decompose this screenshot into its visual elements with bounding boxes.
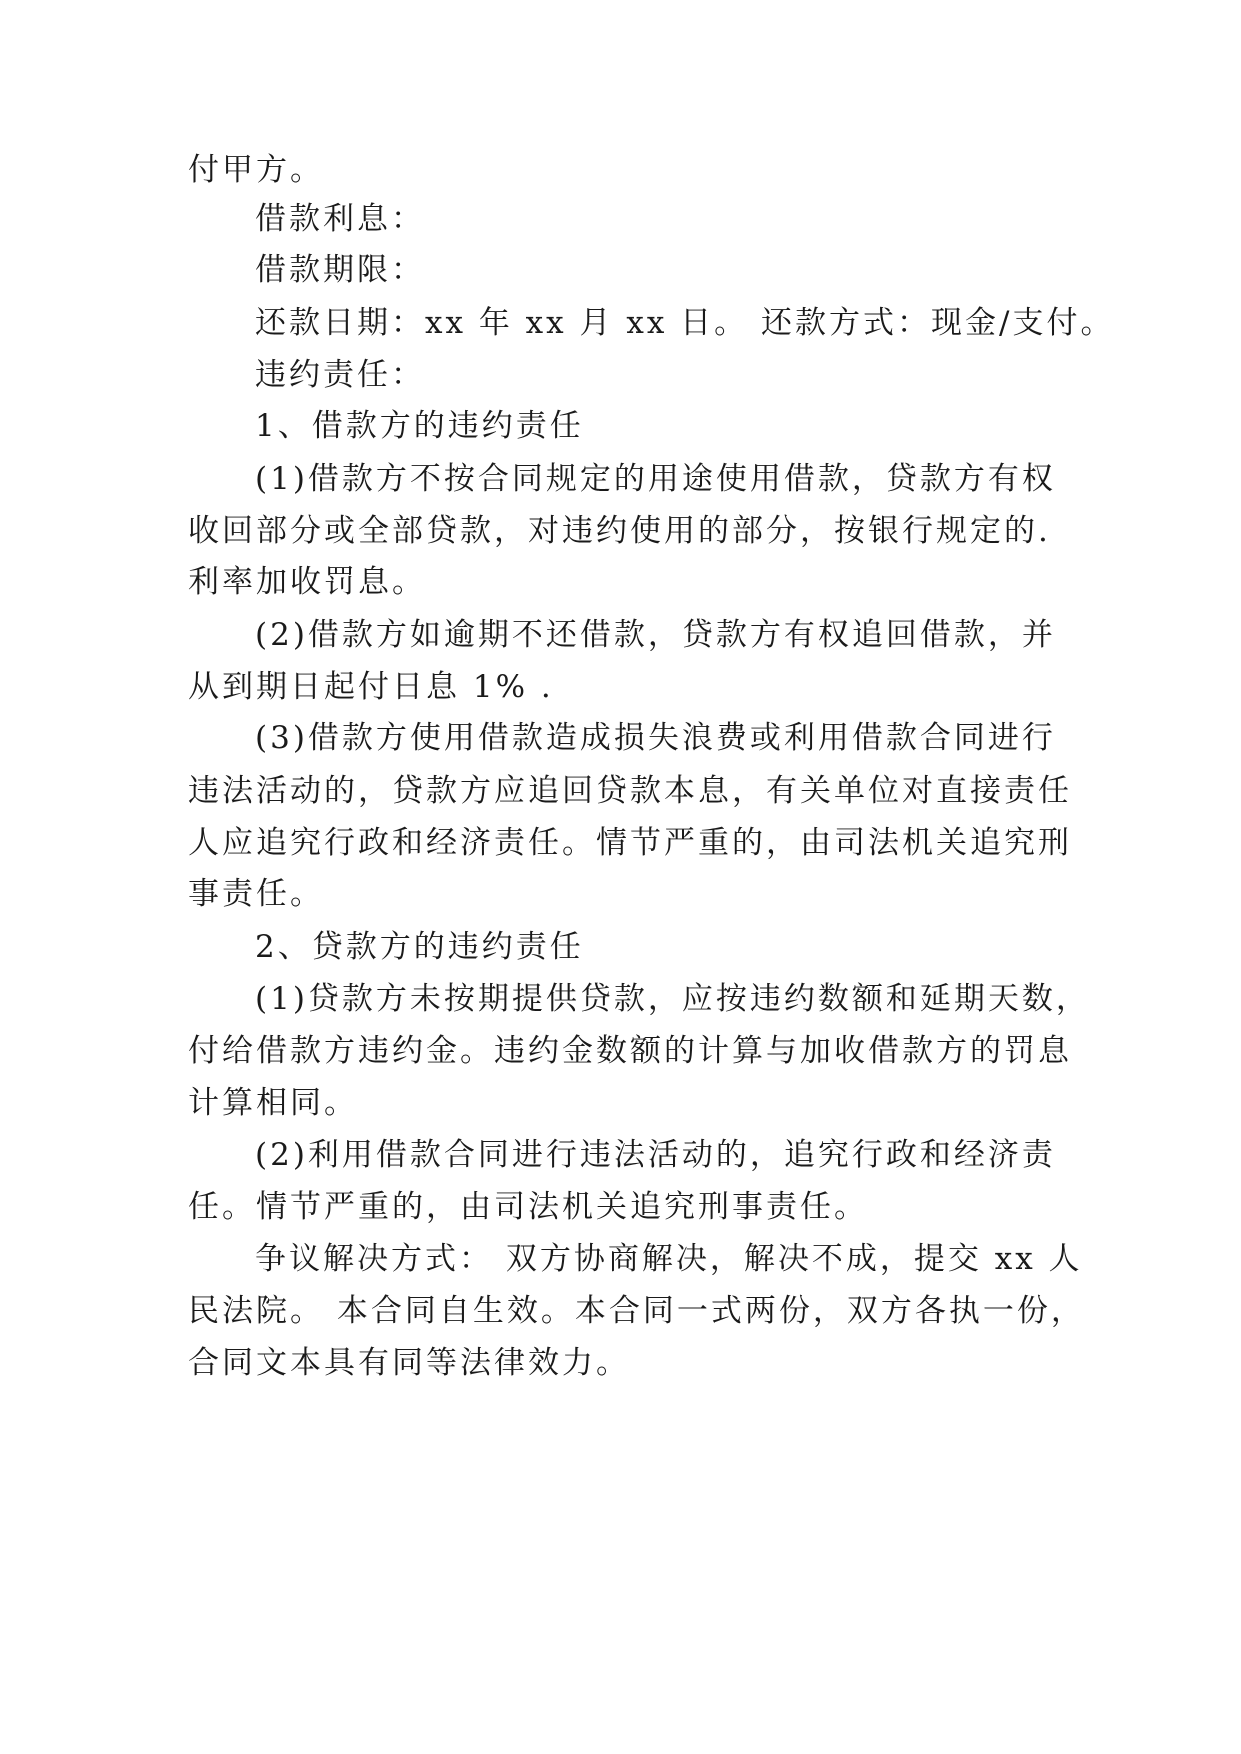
text-line: 违约责任： [255,357,425,393]
text-line: (1)贷款方未按期提供贷款，应按违约数额和延期天数， [255,981,1090,1017]
text-line: 利率加收罚息。 [188,564,426,600]
text-line: 从到期日起付日息 1% . [188,669,554,705]
text-line: 任。情节严重的，由司法机关追究刑事责任。 [188,1189,868,1225]
text-line: (3)借款方使用借款造成损失浪费或利用借款合同进行 [255,720,1056,756]
text-line: 民法院。 本合同自生效。本合同一式两份，双方各执一份， [188,1293,1085,1329]
text-line: 付给借款方违约金。违约金数额的计算与加收借款方的罚息 [188,1033,1072,1069]
text-line: 事责任。 [188,876,324,912]
text-line: 人应追究行政和经济责任。情节严重的，由司法机关追究刑 [188,825,1072,861]
text-line: 付甲方。 [188,152,324,188]
text-line: 合同文本具有同等法律效力。 [188,1345,630,1381]
text-line: 计算相同。 [188,1085,358,1121]
text-line: 借款利息： [255,201,425,237]
text-line: 借款期限： [255,252,425,288]
text-line: (2)利用借款合同进行违法活动的，追究行政和经济责 [255,1137,1056,1173]
text-line: 争议解决方式： 双方协商解决，解决不成，提交 xx 人 [255,1241,1083,1277]
text-line: (1)借款方不按合同规定的用途使用借款，贷款方有权 [255,461,1056,497]
text-line: (2)借款方如逾期不还借款，贷款方有权追回借款，并 [255,617,1056,653]
text-line: 违法活动的，贷款方应追回贷款本息，有关单位对直接责任 [188,773,1072,809]
text-line: 收回部分或全部贷款，对违约使用的部分，按银行规定的. [188,513,1051,549]
text-line: 2、贷款方的违约责任 [255,929,584,965]
text-line: 还款日期：xx 年 xx 月 xx 日。 还款方式：现金/支付。 [255,305,1115,341]
text-line: 1、借款方的违约责任 [255,408,584,444]
